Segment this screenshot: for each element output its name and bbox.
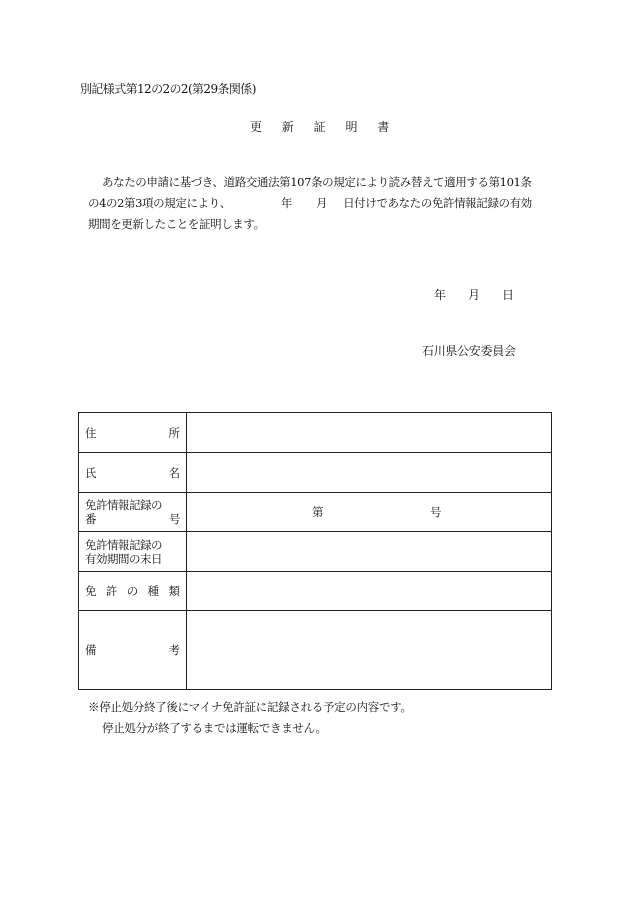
certificate-body xyxy=(88,172,560,235)
label-char: 種 xyxy=(147,584,160,598)
row-license-type xyxy=(79,572,552,611)
row-name xyxy=(79,453,552,493)
label-expiry-line1: 免許情報記録の xyxy=(85,537,162,552)
document-title: 更 新 証 明 書 xyxy=(250,120,398,134)
form-number: 別記様式第12の2の2(第29条関係) xyxy=(80,82,256,96)
row-remarks xyxy=(79,611,552,690)
body-line-1: あなたの申請に基づき、道路交通法第107条の規定により読み替えて適用する第101条 xyxy=(102,175,532,189)
label-char: 所 xyxy=(168,425,180,440)
label-char: 番 xyxy=(85,512,96,526)
label-char: 住 xyxy=(85,425,97,440)
issuer-name: 石川県公安委員会 xyxy=(422,344,516,358)
label-expiry-line2: 有効期間の末日 xyxy=(85,551,162,566)
body-line-2-b: 日付けであなたの免許情報記録の有効 xyxy=(343,196,532,210)
label-record-number-line1: 免許情報記録の xyxy=(85,498,162,512)
value-expiry xyxy=(187,532,552,572)
value-license-type xyxy=(187,572,552,611)
label-char: 氏 xyxy=(85,465,97,480)
footnotes xyxy=(88,697,412,739)
label-license-type xyxy=(79,572,187,611)
body-line-3: 期間を更新したことを証明します。 xyxy=(88,217,265,231)
date-day-label: 日 xyxy=(502,288,515,302)
row-record-number xyxy=(79,493,552,532)
body-line-2 xyxy=(88,193,560,214)
body-line-2-a: の4の2第3項の規定により、 xyxy=(88,196,231,210)
note-line-1: ※停止処分終了後にマイナ免許証に記録される予定の内容です。 xyxy=(88,700,412,714)
label-expiry xyxy=(79,532,187,572)
row-address xyxy=(79,413,552,453)
value-remarks xyxy=(187,611,552,690)
date-month-label: 月 xyxy=(468,288,481,302)
label-char: 備 xyxy=(85,643,97,657)
label-address xyxy=(79,413,187,453)
label-name xyxy=(79,453,187,493)
label-char: 許 xyxy=(105,584,118,598)
body-month-label: 月 xyxy=(315,196,328,210)
label-char: 考 xyxy=(168,643,180,657)
label-char: 名 xyxy=(168,465,180,480)
label-remarks xyxy=(79,611,187,690)
label-char: 類 xyxy=(168,584,180,598)
value-record-number xyxy=(187,493,552,532)
body-year-label: 年 xyxy=(280,196,292,210)
value-name xyxy=(187,453,552,493)
record-number-suffix: 号 xyxy=(430,505,442,519)
certificate-info-table xyxy=(78,412,552,690)
label-char: の xyxy=(126,584,139,598)
value-address xyxy=(187,413,552,453)
record-number-prefix: 第 xyxy=(312,505,324,519)
label-record-number xyxy=(79,493,187,532)
label-char: 免 xyxy=(85,584,97,598)
issue-date xyxy=(434,286,514,303)
note-line-2: 停止処分が終了するまでは運転できません。 xyxy=(102,721,327,735)
row-expiry xyxy=(79,532,552,572)
date-year-label: 年 xyxy=(434,288,447,302)
label-char: 号 xyxy=(169,512,180,526)
